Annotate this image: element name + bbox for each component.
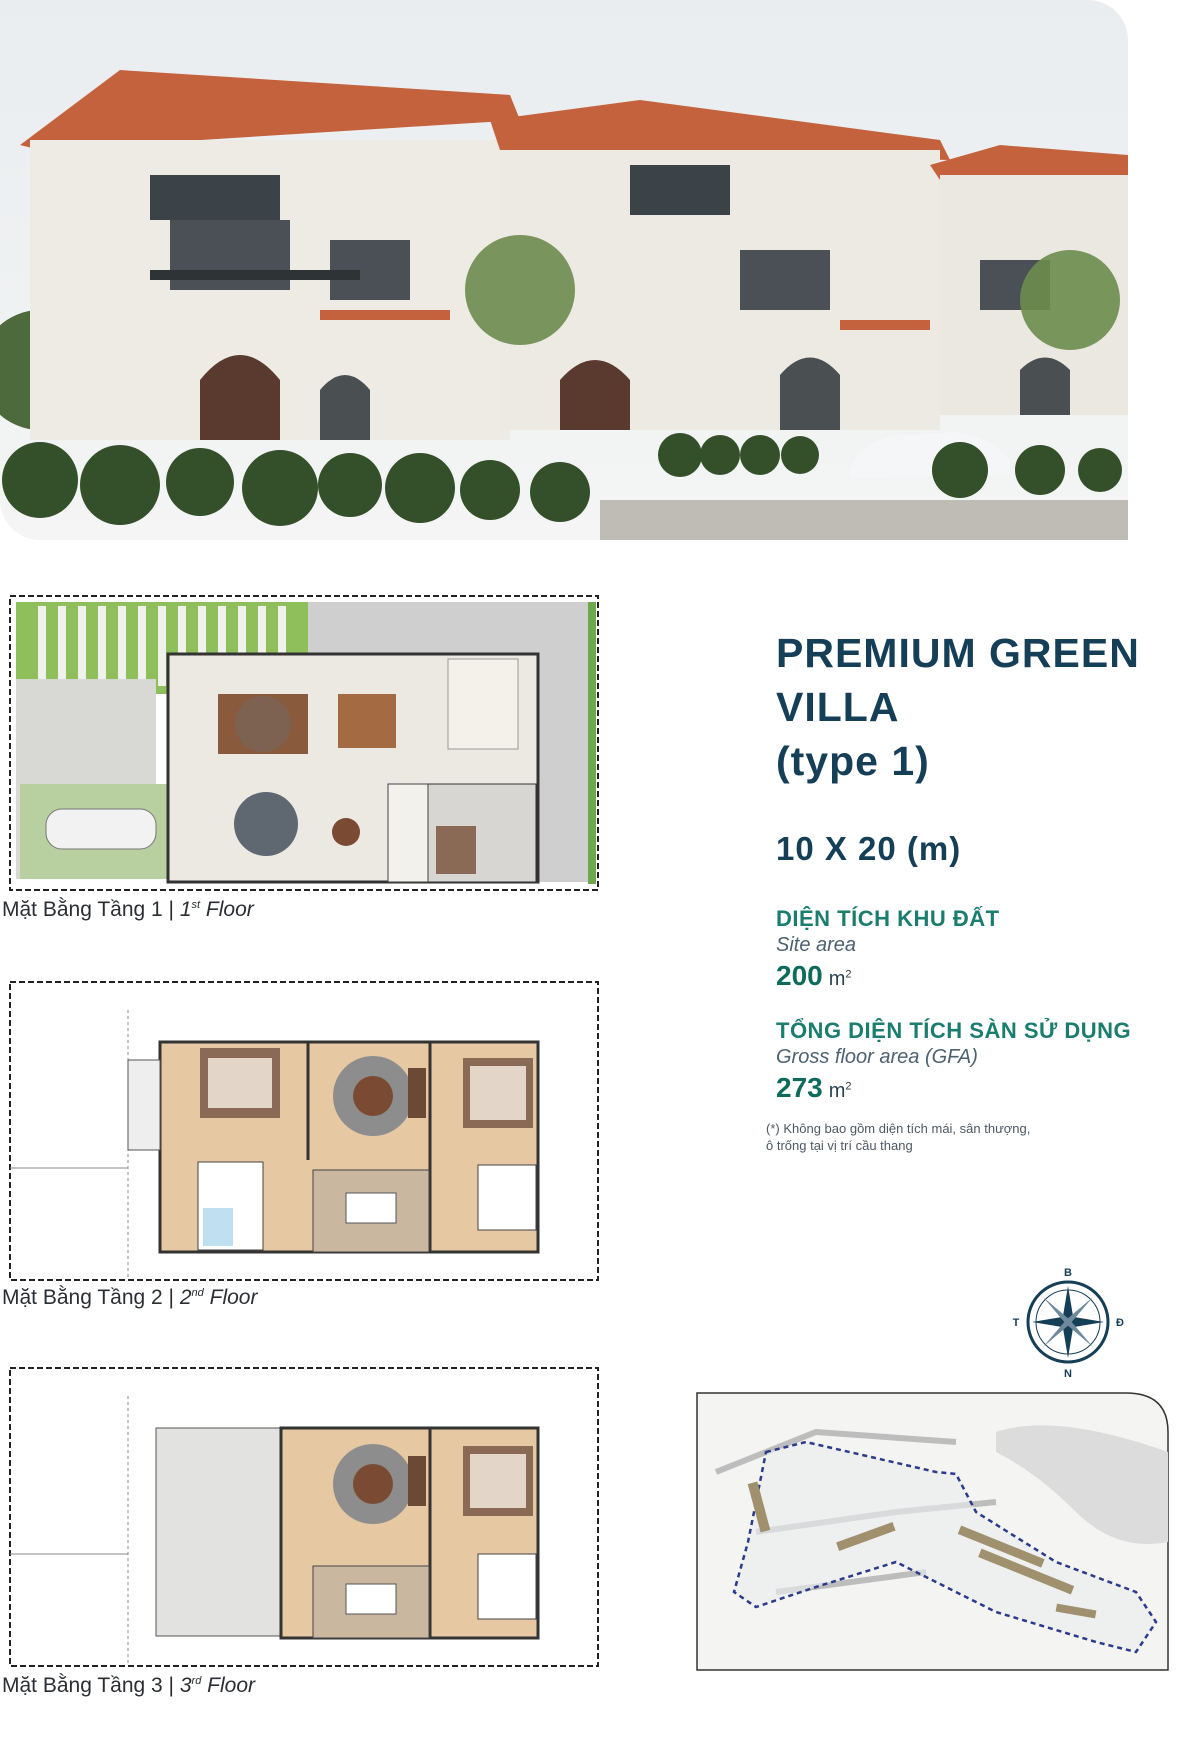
- gfa-value: 273 $m^2$: [776, 1072, 852, 1103]
- product-title: [776, 626, 1176, 788]
- title-line-3: (type 1): [776, 738, 930, 784]
- title-line-2: VILLA: [776, 684, 900, 730]
- second-floor-en: 2nd Floor: [179, 1286, 258, 1309]
- compass-south: N: [1064, 1368, 1072, 1380]
- site-area-value: 200 $m^2$: [776, 960, 852, 991]
- compass-east: Đ: [1116, 1317, 1124, 1329]
- second-floor-label: Mặt Bằng Tầng 2 | 2nd Floor: [2, 1286, 258, 1309]
- third-floor-plan: [8, 1366, 600, 1668]
- first-floor-label: Mặt Bằng Tầng 1 | 1st Floor: [2, 898, 254, 921]
- site-area-label-en: Site area: [776, 934, 857, 956]
- first-floor-en: 1st Floor: [179, 898, 254, 921]
- third-floor-en: 3rd Floor: [179, 1674, 255, 1697]
- site-area-label-vn: DIỆN TÍCH KHU ĐẤT: [776, 906, 1000, 931]
- compass-north: B: [1064, 1267, 1072, 1279]
- plot-dimensions: 10 X 20 (m): [776, 830, 962, 867]
- site-location-map: [696, 1392, 1170, 1672]
- compass-west: T: [1012, 1317, 1020, 1329]
- compass-rose-icon: [1010, 1264, 1126, 1380]
- footnote-line-1: (*) Không bao gồm diện tích mái, sân thượng,: [766, 1121, 1031, 1136]
- second-floor-plan: [8, 980, 600, 1282]
- first-floor-plan: [8, 594, 600, 892]
- gfa-label-en: Gross floor area (GFA): [776, 1046, 978, 1068]
- title-line-1: PREMIUM GREEN: [776, 630, 1140, 676]
- gfa-label-vn: TỔNG DIỆN TÍCH SÀN SỬ DỤNG: [776, 1018, 1132, 1043]
- villa-rendering-image: [0, 0, 1128, 540]
- gfa-footnote: [766, 1120, 1096, 1154]
- third-floor-label: Mặt Bằng Tầng 3 | 3rd Floor: [2, 1674, 255, 1697]
- footnote-line-2: ô trống tại vị trí cầu thang: [766, 1138, 913, 1153]
